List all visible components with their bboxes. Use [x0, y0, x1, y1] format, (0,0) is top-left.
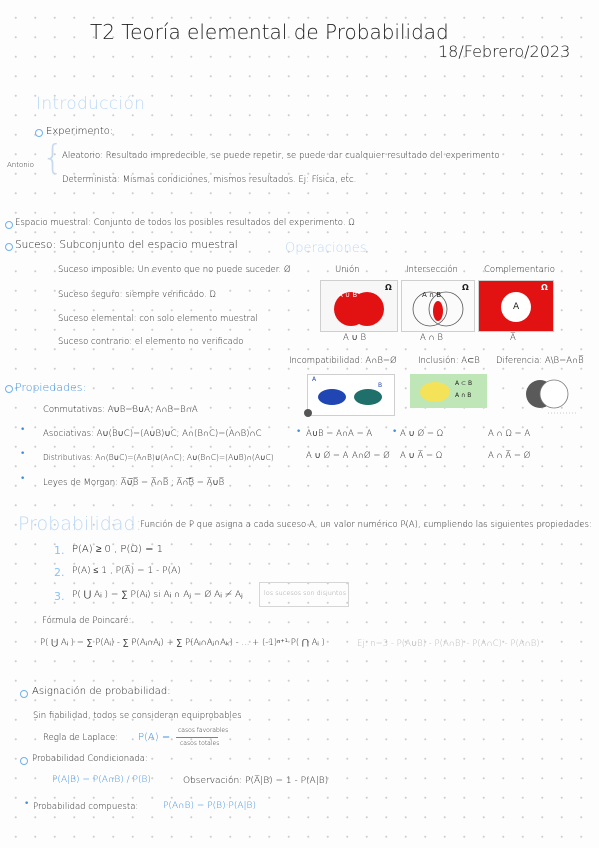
inclusion-venn [410, 374, 487, 408]
inclusion-inner-label: A ∩ B [455, 392, 472, 399]
bullet-icon [5, 221, 13, 229]
experimento-label: Experimento: [46, 126, 114, 137]
complementario-venn [478, 280, 554, 332]
interseccion-caption: A ∩ B [420, 333, 443, 343]
note-box [259, 582, 349, 607]
bullet-icon [5, 243, 13, 251]
propiedad-item: Conmutativas: A∪B=B∪A; A∩B=B∩A [43, 405, 198, 415]
complementario-caption: A̅ [510, 333, 516, 343]
bullet-icon [35, 129, 43, 137]
laplace-formula: P(A) = [138, 732, 171, 743]
prop-right: A ∪ Ø = A [306, 451, 349, 461]
page-date: 18/Febrero/2023 [438, 42, 571, 61]
propiedad-item: Distributivas: A∩(B∪C)=(A∩B)∪(A∩C); A∪(B∩C)=(A∪B)∩(A∪C) [43, 453, 274, 462]
union-inner-label: A ∪ B [338, 291, 358, 299]
asignacion-label: Asignación de probabilidad: [32, 686, 171, 697]
page-title: T2 Teoría elemental de Probabilidad [90, 20, 449, 44]
prop-right: A ∪ A̅ = Ω [400, 451, 443, 461]
poincare-example: Ej: n=3 - P(A∪B) - P(A∩B) - P(A∩C) - P(A∩B) [357, 639, 540, 649]
inclusion-venn-graphic [411, 375, 486, 407]
inclusion-label: Inclusión: A⊂B [418, 356, 480, 366]
omega-icon: Ω [462, 283, 469, 292]
bullet-icon: • [20, 449, 26, 459]
bullet-icon: • [296, 427, 302, 437]
laplace-label: Regla de Laplace: [43, 733, 119, 743]
prop-right: A ∪ Ø = Ω [400, 429, 444, 439]
bullet-icon: • [20, 474, 26, 484]
set-a-label: A [312, 376, 317, 383]
prop-right: A∩Ø = Ø [352, 451, 390, 461]
brace-icon: { [42, 138, 64, 178]
bullet-icon: • [392, 427, 398, 437]
probabilidad-definition: Función de P que asigna a cada suceso A, un valor numérico P(A), cumpliendo las siguientes propiedades: [140, 520, 592, 530]
axiom-number: 1. [54, 544, 65, 557]
interseccion-inner-label: A ∩ B [422, 291, 442, 299]
bullet-icon: • [24, 799, 30, 809]
diferencia-label: Diferencia: A\B=A∩B̅ [496, 356, 584, 366]
axiom-number: 2. [54, 566, 65, 579]
compuesta-formula: P(A∩B) = P(B)·P(A|B) [163, 801, 256, 811]
suceso-item: Suceso seguro: siempre verificado. Ω [58, 290, 216, 300]
union-venn [320, 280, 398, 332]
omega-icon: Ω [541, 283, 548, 292]
compuesta-label: Probabilidad compuesta: [33, 802, 139, 812]
bullet-icon [20, 757, 28, 765]
poincare-formula: P( ⋃ Aᵢ ) = ∑ P(Aᵢ) - ∑ P(Aᵢ∩Aⱼ) + ∑ P(Aᵢ∩Aⱼ∩Aₖ) - ... + (-1)ⁿ⁺¹ P( ⋂ Aᵢ ) [40, 638, 325, 648]
propiedad-item: Asociativas: A∪(B∪C)=(A∪B)∪C; A∩(B∩C)=(A∩B)∩C [43, 429, 262, 439]
incompatibilidad-label: Incompatibilidad: A∩B=Ø [289, 356, 397, 366]
bullet-icon: • [20, 425, 26, 435]
bullet-icon [5, 385, 13, 393]
propiedades-heading: Propiedades: [15, 381, 87, 394]
aleatorio-text: Aleatorio: Resultado impredecible, se puede repetir, se puede dar cualquier resultado del experimento [62, 151, 500, 161]
incompatibilidad-venn-graphic [308, 375, 394, 415]
suceso-item: Suceso elemental: con solo elemento muestral [58, 314, 258, 324]
inclusion-outer-label: A ⊂ B [455, 380, 473, 387]
omega-icon: Ω [385, 283, 392, 292]
axiom-number: 3. [54, 590, 65, 603]
prop-right: A ∩ Ω = A [488, 429, 531, 439]
condicionada-formula: P(A|B) = P(A∩B) / P(B) [52, 775, 151, 785]
suceso-item: Suceso contrario: el elemento no verificado [58, 337, 244, 347]
laplace-numerator: casos favorables [178, 727, 229, 734]
suceso-text: Suceso: Subconjunto del espacio muestral [15, 239, 238, 251]
axiom-text: P(A) ≤ 1 , P(A̅) = 1 - P(A) [72, 566, 181, 576]
incompatibilidad-venn [307, 374, 395, 416]
diferencia-venn-graphic [518, 372, 588, 416]
condicionada-label: Probabilidad Condicionada: [32, 754, 148, 764]
bullet-icon [20, 690, 28, 698]
axiom-text: P(A) ≥ 0 , P(Ω) = 1 [72, 544, 163, 555]
union-caption: A ∪ B [343, 333, 367, 343]
intro-heading: Introducción [36, 94, 146, 114]
prop-right: A∪B = A∩A = A [306, 429, 373, 439]
union-label: Unión [335, 265, 360, 275]
determinista-text: Determinista: Mismas condiciones, mismos resultados. Ej: Física, etc. [62, 175, 357, 185]
note-box-text: los sucesos son disjuntos [264, 589, 346, 597]
asignacion-text: Sin fiabilidad, todos se consideran equiprobables [33, 711, 242, 721]
poincare-label: Fórmula de Poincaré: [42, 616, 132, 626]
propiedad-item: Leyes de Morgan: A̅∪̅B̅ = A̅∩B̅ ; A̅∩̅B̅ = A̅∪B̅ [43, 478, 225, 488]
complementario-inner-label: A [513, 302, 520, 312]
prop-right: A ∩ A̅ = Ø [488, 451, 531, 461]
side-label: Antonio [7, 161, 34, 169]
observacion: Observación: P(A̅|B) = 1 - P(A|B) [183, 776, 329, 786]
suceso-item: Suceso imposible: Un evento que no puede suceder. Ø [58, 265, 291, 275]
laplace-denominator: casos totales [180, 740, 220, 747]
set-b-label: B [378, 382, 383, 389]
probabilidad-heading: Probabilidad: [18, 513, 142, 535]
espacio-muestral-text: Espacio muestral: Conjunto de todos los posibles resultados del experimento. Ω [15, 218, 355, 228]
complementario-label: Complementario [484, 265, 555, 275]
fraction-line [176, 737, 218, 738]
operaciones-heading: Operaciones [285, 241, 367, 256]
axiom-text: P( ⋃ Aᵢ ) = ∑ P(Aᵢ) si Aᵢ ∩ Aⱼ = Ø Aᵢ ≠ Aⱼ [72, 590, 243, 600]
interseccion-label: Intersección [406, 265, 458, 275]
interseccion-venn [401, 280, 475, 332]
